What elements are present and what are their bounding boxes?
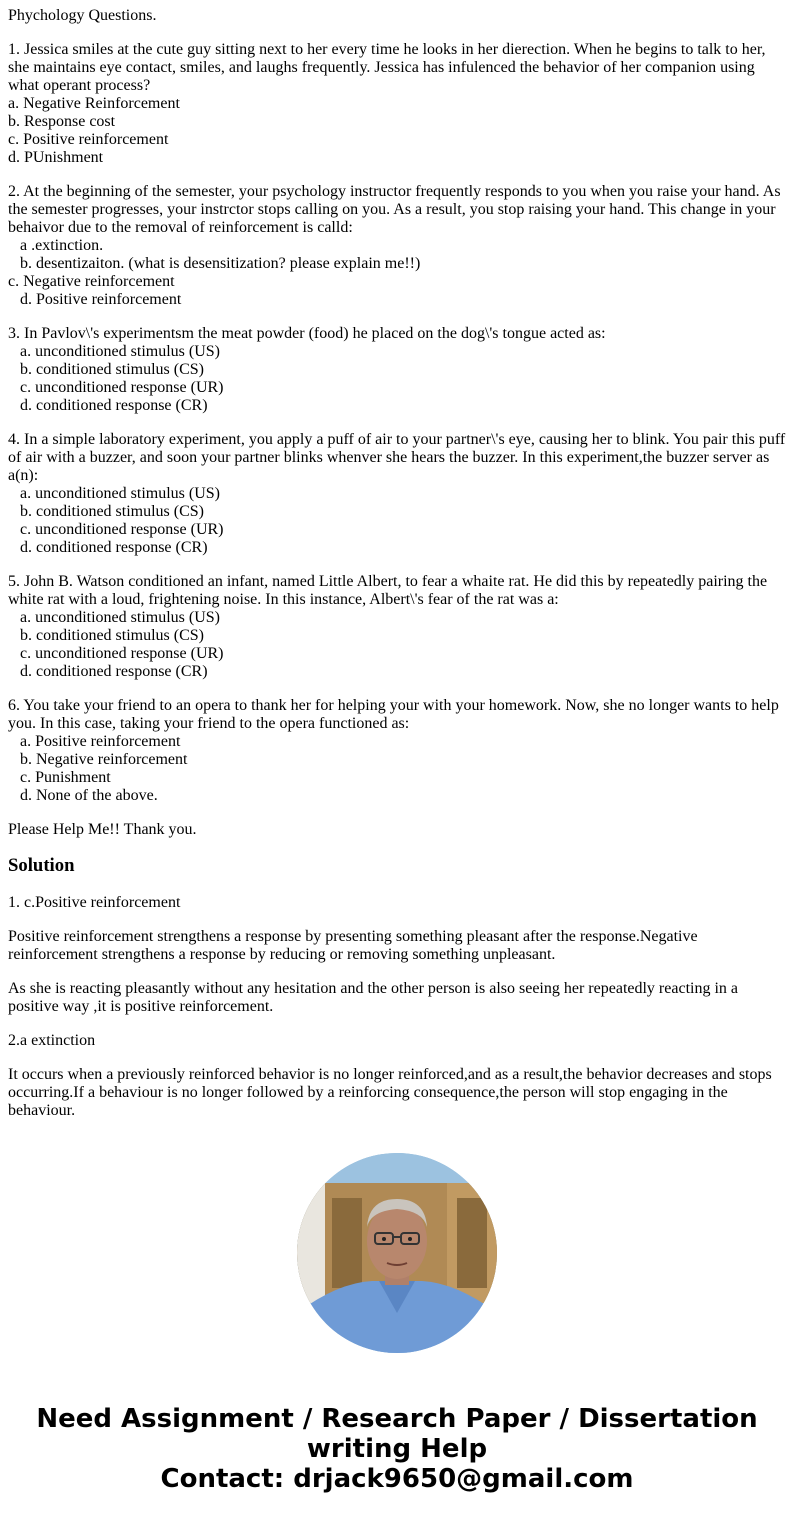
question-stem: 4. In a simple laboratory experiment, you apply a puff of air to your partner\'s eye, causing her to blink. You pair this puff of air with a buzzer, and soon your partner blinks whenver she hears the buzzer. In this experiment,the buzzer server as a(n): [8, 431, 786, 484]
answer-option: b. desentizaiton. (what is desensitization? please explain me!!) [20, 255, 421, 272]
answer-option: d. None of the above. [20, 787, 158, 804]
question-stem: 6. You take your friend to an opera to thank her for helping your with your homework. Now, she no longer wants to help you. In this case, taking your friend to the opera functioned as: [8, 697, 779, 732]
solution-heading: Solution [8, 855, 75, 876]
answer-option: d. conditioned response (CR) [20, 397, 208, 414]
solution-text [8, 894, 786, 1120]
answer-option: b. Negative reinforcement [20, 751, 188, 768]
answer-option: d. conditioned response (CR) [20, 663, 208, 680]
answer-option: c. Positive reinforcement [8, 131, 169, 148]
solution-paragraph: 2.a extinction [8, 1032, 96, 1049]
answer-option: a .extinction. [20, 237, 104, 254]
answer-option: a. unconditioned stimulus (US) [20, 485, 220, 502]
answer-option: b. conditioned stimulus (CS) [20, 361, 204, 378]
answer-option: d. Positive reinforcement [20, 291, 182, 308]
answer-option: c. unconditioned response (UR) [20, 645, 224, 662]
question-block [8, 573, 786, 681]
answer-option: c. unconditioned response (UR) [20, 521, 224, 538]
promo-line-2: writing Help [306, 1434, 488, 1464]
solution-paragraph: As she is reacting pleasantly without any hesitation and the other person is also seeing her repeatedly reacting in a positive way ,it is positive reinforcement. [8, 980, 738, 1015]
answer-option: a. Positive reinforcement [20, 733, 181, 750]
question-block [8, 325, 786, 415]
answer-option: c. Negative reinforcement [8, 273, 175, 290]
answer-option: b. conditioned stimulus (CS) [20, 627, 204, 644]
answer-option: a. unconditioned stimulus (US) [20, 609, 220, 626]
answer-option: a. unconditioned stimulus (US) [20, 343, 220, 360]
solution-paragraph: Positive reinforcement strengthens a response by presenting something pleasant after the response.Negative reinforcement strengthens a response by reducing or removing something unpleasant. [8, 928, 698, 963]
answer-option: d. conditioned response (CR) [20, 539, 208, 556]
question-list [8, 41, 786, 805]
answer-option: a. Negative Reinforcement [8, 95, 180, 112]
promo-line-1: Need Assignment / Research Paper / Dissertation [36, 1404, 758, 1434]
document-body [8, 7, 786, 1123]
solution-paragraph: It occurs when a previously reinforced behavior is no longer reinforced,and as a result,the behavior decreases and stops occurring.If a behaviour is no longer followed by a reinforcing consequence,the person will stop engaging in the behaviour. [8, 1066, 772, 1119]
answer-option: c. unconditioned response (UR) [20, 379, 224, 396]
answer-option: d. PUnishment [8, 149, 104, 166]
question-block [8, 431, 786, 557]
promo-banner [0, 1404, 794, 1494]
closing-note: Please Help Me!! Thank you. [8, 821, 197, 838]
question-stem: 3. In Pavlov\'s experimentsm the meat powder (food) he placed on the dog\'s tongue acted as: [8, 325, 606, 342]
question-stem: 2. At the beginning of the semester, your psychology instructor frequently responds to you when you raise your hand. As the semester progresses, your instrctor stops calling on you. As a result, you stop raising your hand. This change in your behaivor due to the removal of reinforcement is calld: [8, 183, 781, 236]
question-block [8, 183, 786, 309]
answer-option: b. Response cost [8, 113, 116, 130]
promo-contact: Contact: drjack9650@gmail.com [160, 1464, 634, 1494]
author-photo [297, 1153, 497, 1353]
question-stem: 5. John B. Watson conditioned an infant, named Little Albert, to fear a whaite rat. He did this by repeatedly pairing the white rat with a loud, frightening noise. In this instance, Albert\'s fear of the rat was a: [8, 573, 768, 608]
answer-option: b. conditioned stimulus (CS) [20, 503, 204, 520]
page-title: Phychology Questions. [8, 7, 157, 24]
question-block [8, 697, 786, 805]
solution-paragraph: 1. c.Positive reinforcement [8, 894, 181, 911]
answer-option: c. Punishment [20, 769, 111, 786]
question-block [8, 41, 786, 167]
question-stem: 1. Jessica smiles at the cute guy sitting next to her every time he looks in her dierection. When he begins to talk to her, she maintains eye contact, smiles, and laughs frequently. Jessica has infulenced the behavior of her companion using what operant process? [8, 41, 766, 94]
